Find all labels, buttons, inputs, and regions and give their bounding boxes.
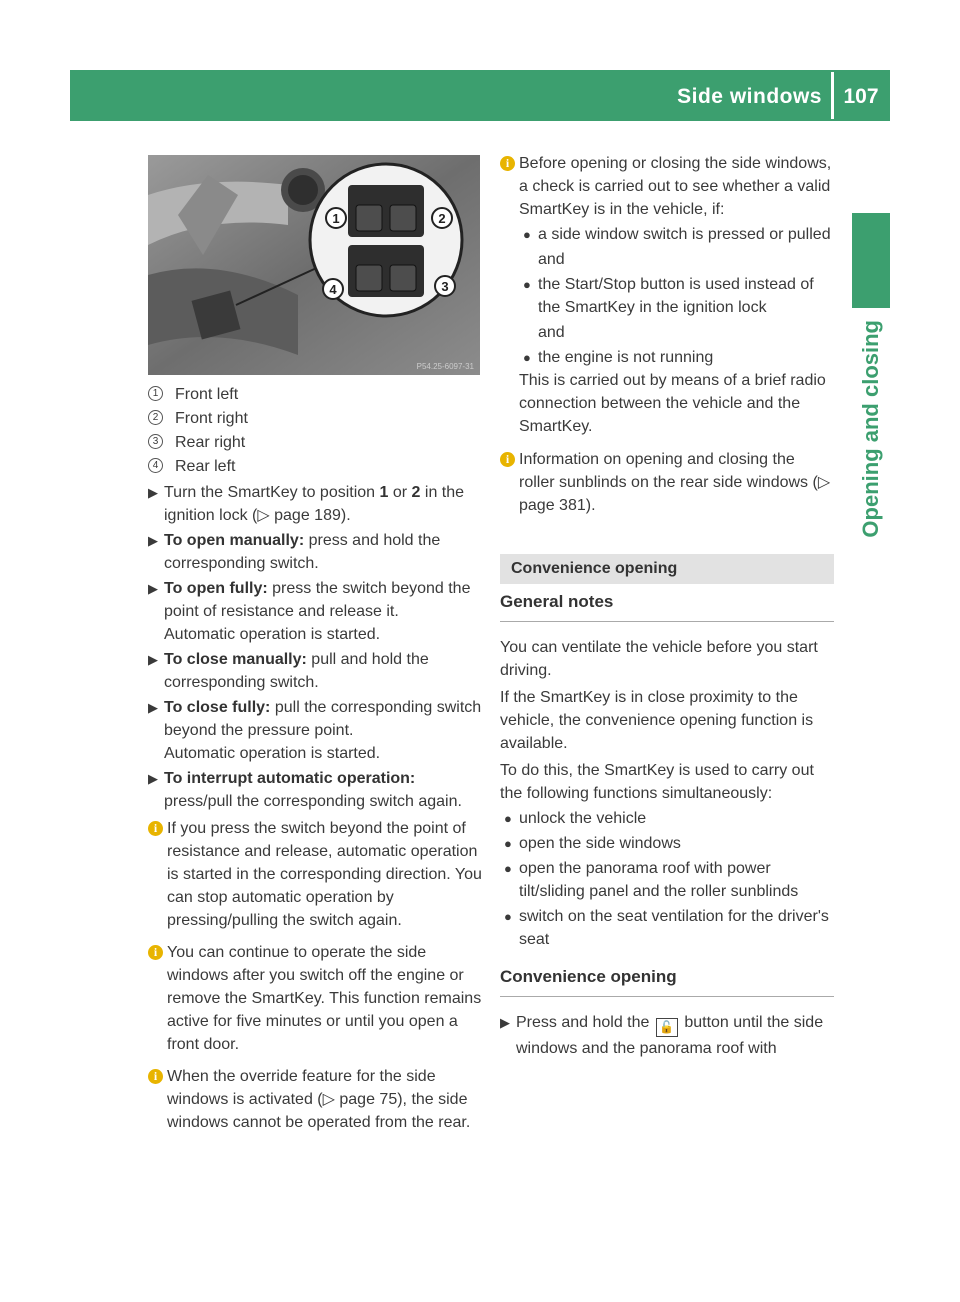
subsection-heading: Convenience opening [500,965,834,997]
legend-item [148,383,482,407]
step-arrow-icon: ▶ [148,533,158,548]
info-note: i If you press the switch beyond the point of resistance and release, automatic operation is started in the corresponding direction. You can stop automatic operation by pressing/pulling the switch again. [148,817,482,932]
paragraph: If the SmartKey is in close proximity to the vehicle, the convenience opening function is available. [500,689,814,752]
paragraph: You can ventilate the vehicle before you start driving. [500,639,818,679]
list-item: ● the Start/Stop button is used instead of the SmartKey in the ignition lock and [519,273,834,344]
unlock-icon: 🔓 [656,1018,678,1037]
chapter-label [851,320,891,660]
info-icon: i [148,945,163,960]
step-open-manually: ▶ To open manually: press and hold the corresponding switch. [148,529,482,575]
legend-number: 4 [148,458,163,473]
page-ref-link[interactable]: page 75), the side windows cannot be operated from the rear. [167,1091,471,1131]
legend-label: Rear left [175,458,236,475]
info-icon: i [500,156,515,171]
legend-number: 1 [148,386,163,401]
info-note: i Before opening or closing the side windows, a check is carried out to see whether a valid SmartKey is in the vehicle, if: ● a side window switch is pressed or pulled and ● the Start/Stop button is used instead of the SmartKey in the ignition lock and ● the engine is not running This is carried out by means of a brief radio connection between the vehicle and the SmartKey. [500,152,834,438]
legend-item [148,455,482,479]
legend-label: Rear right [175,434,246,451]
bullet-icon: ● [523,227,531,242]
legend-number: 3 [148,434,163,449]
callout-1 [326,208,346,228]
info-note: i Information on opening and closing the roller sunblinds on the rear side windows (▷ page 381). [500,448,834,517]
info-note: i When the override feature for the side windows is activated (▷ page 75), the side windows cannot be operated from the rear. [148,1065,482,1134]
figure-watermark: P54.25-6097-31 [416,362,474,371]
svg-text:3: 3 [441,279,449,294]
page-ref-arrow-icon: ▷ [257,507,270,524]
step-close-fully: ▶ To close fully: pull the corresponding switch beyond the pressure point. Automatic operation is started. [148,696,482,765]
page-ref-arrow-icon: ▷ [322,1091,335,1108]
step-interrupt: ▶ To interrupt automatic operation: press/pull the corresponding switch again. [148,767,482,813]
callout-3 [435,276,455,296]
step-arrow-icon: ▶ [148,700,158,715]
page-ref-link[interactable]: page 189). [269,507,351,524]
list-item: ● switch on the seat ventilation for the driver's seat [500,905,834,951]
callout-2 [432,208,452,228]
step-convenience-opening: ▶ Press and hold the 🔓 button until the side windows and the panorama roof with [500,1011,834,1060]
info-icon: i [500,452,515,467]
bullet-icon: ● [504,811,512,826]
page-number: 107 [843,85,879,108]
legend-item [148,407,482,431]
info-icon: i [148,1069,163,1084]
door-panel-illustration [148,155,480,375]
section-heading: Convenience opening [500,554,834,584]
header-divider [831,72,834,119]
step-open-fully: ▶ To open fully: press the switch beyond the point of resistance and release it. Automatic operation is started. [148,577,482,646]
bullet-icon: ● [504,909,512,924]
step-arrow-icon: ▶ [148,652,158,667]
legend-label: Front right [175,410,248,427]
svg-text:1: 1 [332,211,340,226]
right-column [500,152,834,1060]
list-item: ● open the side windows [500,832,834,855]
chapter-tab [852,213,890,308]
window-switch-photo [148,155,480,375]
page-ref-link[interactable]: page 381). [519,497,596,514]
step-arrow-icon: ▶ [148,485,158,500]
bullet-icon: ● [504,836,512,851]
legend-label: Front left [175,386,239,403]
svg-text:4: 4 [329,282,337,297]
step-close-manually: ▶ To close manually: pull and hold the corresponding switch. [148,648,482,694]
info-note: i You can continue to operate the side windows after you switch off the engine or remove the SmartKey. This function remains active for five minutes or until you open a front door. [148,941,482,1056]
chapter-label-text: Opening and closing [858,320,883,538]
page-title: Side windows [677,85,822,108]
step-arrow-icon: ▶ [148,771,158,786]
left-column [148,383,482,1134]
info-icon: i [148,821,163,836]
list-item: ● open the panorama roof with power tilt/sliding panel and the roller sunblinds [500,857,834,903]
step-arrow-icon: ▶ [148,581,158,596]
legend-list [148,383,482,479]
list-item: ● unlock the vehicle [500,807,834,830]
svg-text:2: 2 [438,211,446,226]
step-arrow-icon: ▶ [500,1015,510,1030]
list-item: ● a side window switch is pressed or pulled and [519,223,834,271]
bullet-icon: ● [504,861,512,876]
bullet-icon: ● [523,350,531,365]
step-turn-key: ▶ Turn the SmartKey to position 1 or 2 in the ignition lock (▷ page 189). [148,481,482,527]
page-ref-arrow-icon: ▷ [817,474,831,491]
legend-number: 2 [148,410,163,425]
bullet-icon: ● [523,277,531,292]
callout-4 [323,279,343,299]
legend-item [148,431,482,455]
subsection-heading: General notes [500,590,834,622]
paragraph: To do this, the SmartKey is used to carry out the following functions simultaneously: [500,762,814,802]
list-item: ● the engine is not running [519,346,834,369]
